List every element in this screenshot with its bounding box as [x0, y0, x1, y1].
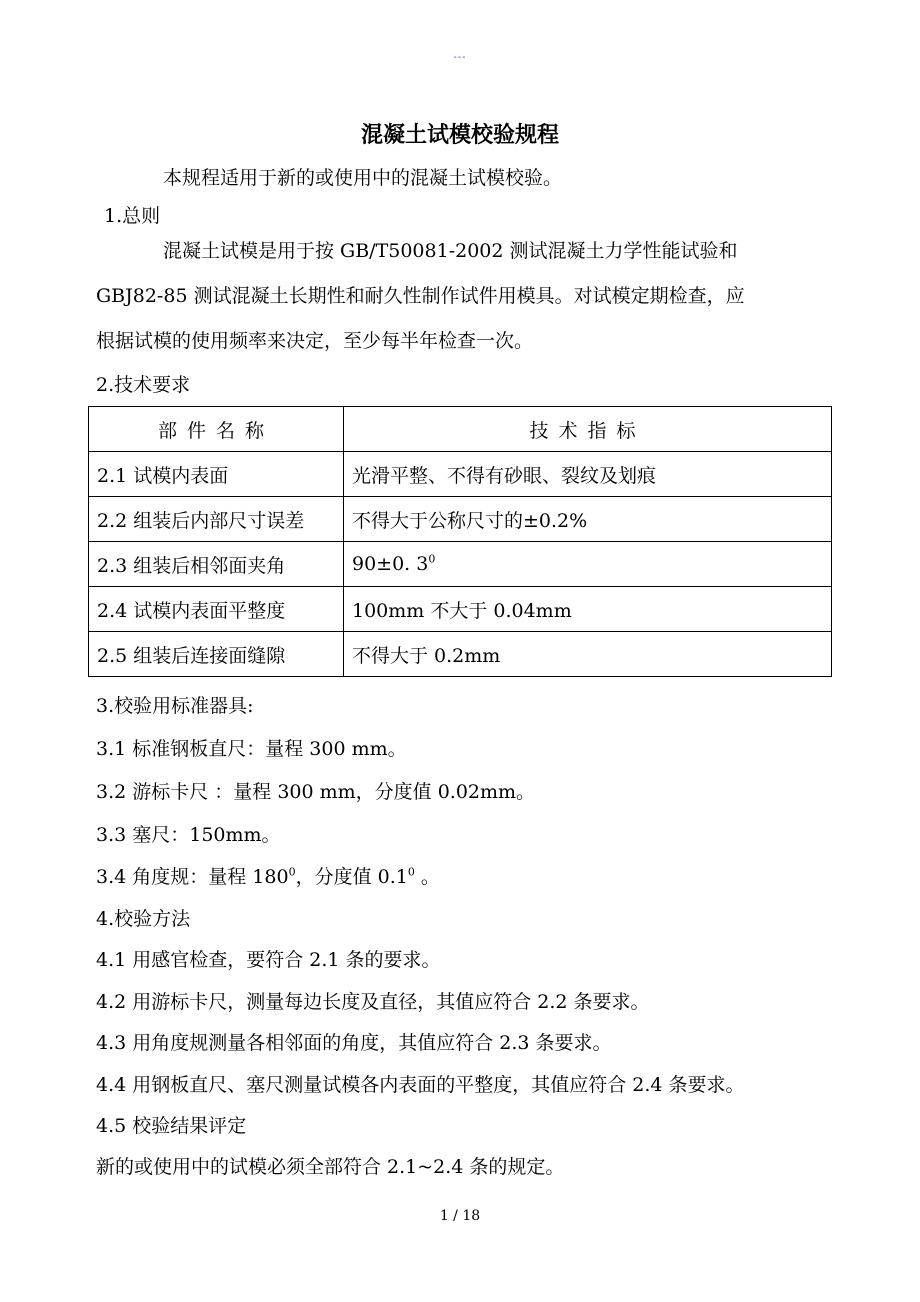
item-4-part-b: ，分度值 0.1: [295, 866, 408, 888]
table-row: [89, 497, 832, 542]
section-4-item-5-body: 新的或使用中的试模必须全部符合 2.1~2.4 条的规定。: [96, 1156, 565, 1178]
item-4-part-a: 3.4 角度规：量程 180: [96, 866, 289, 888]
row-requirement: 100mm 不大于 0.04mm: [344, 587, 832, 632]
row-requirement: 不得大于公称尺寸的±0.2%: [344, 497, 832, 542]
section-1-line-2: GBJ82-85 测试混凝土长期性和耐久性制作试件用模具。对试模定期检查，应: [96, 285, 745, 307]
page-title: 混凝土试模校验规程: [360, 122, 559, 148]
section-4-item-4: 4.4 用钢板直尺、塞尺测量试模各内表面的平整度，其值应符合 2.4 条要求。: [96, 1074, 745, 1096]
angle-value: 90±0. 3: [352, 553, 429, 575]
table-row: [89, 632, 832, 677]
section-4-item-2: 4.2 用游标卡尺，测量每边长度及直径，其值应符合 2.2 条要求。: [96, 991, 650, 1013]
table-row: [89, 452, 832, 497]
header-technical-index: 技术指标: [344, 407, 832, 452]
degree-superscript: 0: [428, 552, 436, 566]
technical-requirements-table: [88, 406, 832, 677]
section-3-item-2: 3.2 游标卡尺 ：量程 300 mm，分度值 0.02mm。: [96, 781, 536, 803]
degree-superscript: 0: [288, 865, 296, 879]
header-component-name: 部件名称: [89, 407, 344, 452]
row-component: 2.2 组装后内部尺寸误差: [89, 497, 344, 542]
section-4-item-5: 4.5 校验结果评定: [96, 1115, 247, 1137]
row-component: 2.4 试模内表面平整度: [89, 587, 344, 632]
row-requirement: 光滑平整、不得有砂眼、裂纹及划痕: [344, 452, 832, 497]
table-row: [89, 542, 832, 587]
section-1-line-3: 根据试模的使用频率来决定，至少每半年检查一次。: [96, 330, 534, 352]
section-4-item-3: 4.3 用角度规测量各相邻面的角度，其值应符合 2.3 条要求。: [96, 1032, 612, 1054]
degree-superscript: 0: [407, 865, 415, 879]
section-3-heading: 3.校验用标准器具:: [96, 695, 254, 717]
table-row: [89, 587, 832, 632]
row-requirement: 不得大于 0.2mm: [344, 632, 832, 677]
row-component: 2.3 组装后相邻面夹角: [89, 542, 344, 587]
page-number: 1 / 18: [439, 1208, 481, 1224]
section-1-heading: 1.总则: [104, 205, 161, 227]
section-1-line-1: 混凝土试模是用于按 GB/T50081-2002 测试混凝土力学性能试验和: [163, 240, 738, 262]
section-3-item-1: 3.1 标准钢板直尺：量程 300 mm。: [96, 738, 407, 760]
section-4-item-1: 4.1 用感官检查，要符合 2.1 条的要求。: [96, 949, 441, 971]
section-3-item-4: [96, 865, 440, 889]
row-component: 2.1 试模内表面: [89, 452, 344, 497]
row-requirement: [344, 542, 832, 587]
section-2-heading: 2.技术要求: [96, 374, 191, 396]
table-header-row: [89, 407, 832, 452]
header-mark: ---: [453, 52, 467, 63]
section-3-item-3: 3.3 塞尺：150mm。: [96, 824, 281, 846]
section-4-heading: 4.校验方法: [96, 908, 191, 930]
item-4-part-c: 。: [420, 866, 440, 888]
intro-paragraph: 本规程适用于新的或使用中的混凝土试模校验。: [163, 167, 563, 189]
row-component: 2.5 组装后连接面缝隙: [89, 632, 344, 677]
